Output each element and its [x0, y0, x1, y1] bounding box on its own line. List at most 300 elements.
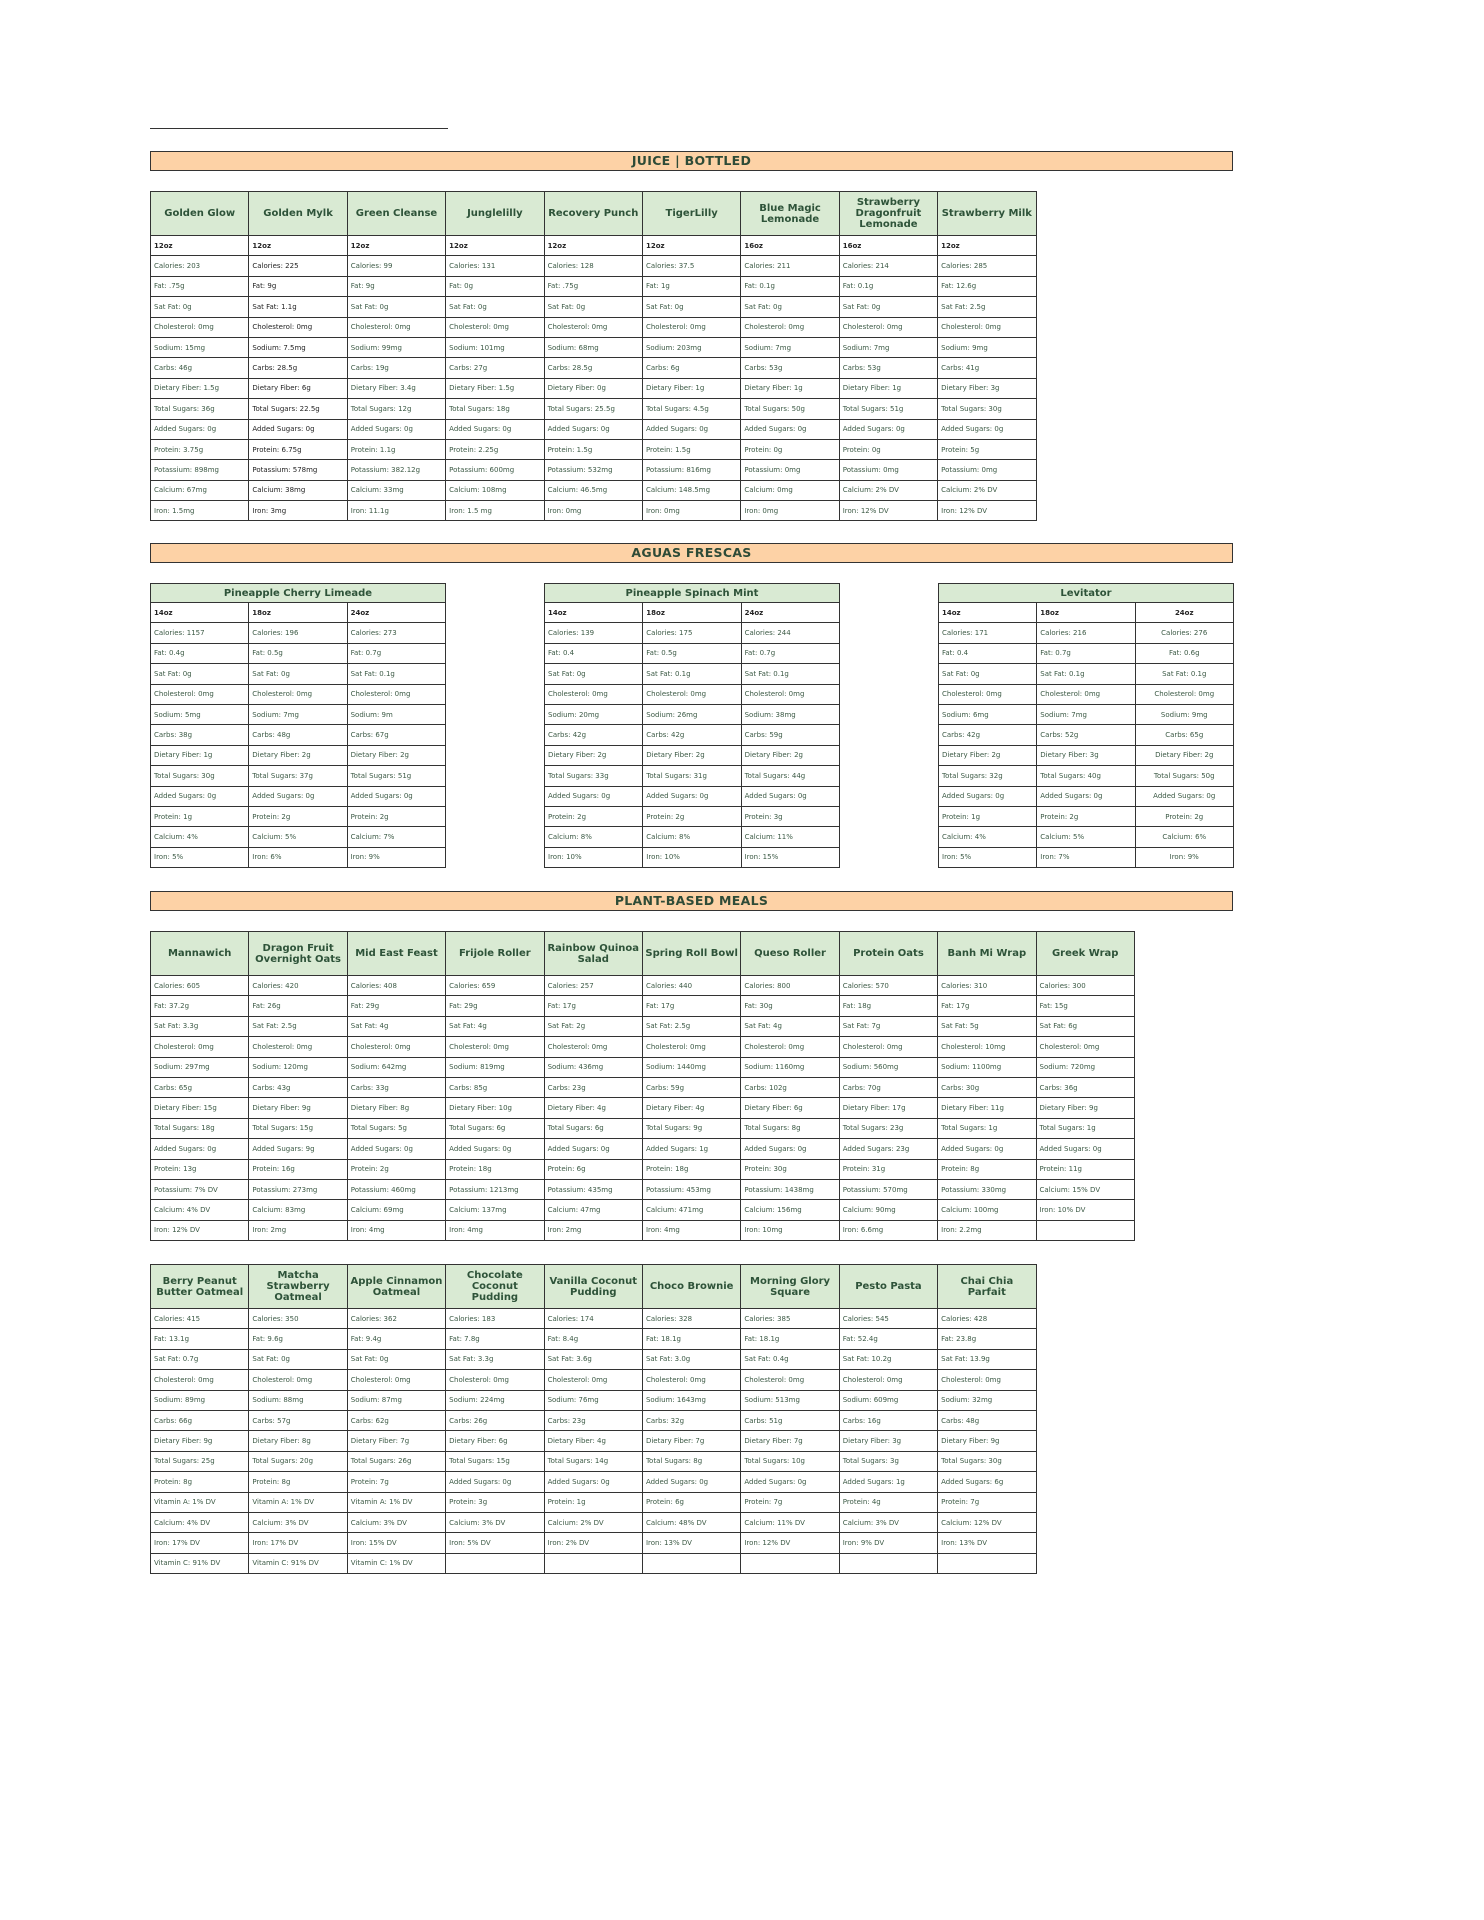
table-cell: Iron: 9%: [1135, 847, 1233, 867]
table-cell: Iron: 11.1g: [347, 501, 445, 521]
table-cell: Iron: 6.6mg: [839, 1220, 937, 1240]
column-header: Junglelilly: [446, 192, 544, 236]
table-cell: Calcium: 2% DV: [938, 480, 1036, 500]
table-cell: Added Sugars: 0g: [741, 786, 839, 806]
table-cell: Cholesterol: 0mg: [249, 684, 347, 704]
table-cell: Fat: 18g: [839, 996, 937, 1016]
table-cell: Carbs: 59g: [642, 1077, 740, 1097]
table-cell: Iron: 13% DV: [938, 1533, 1036, 1553]
table-cell: Iron: 2.2mg: [938, 1220, 1036, 1240]
table-cell: Protein: 30g: [741, 1159, 839, 1179]
table-cell: Added Sugars: 0g: [642, 419, 740, 439]
table-row: [151, 1431, 1037, 1451]
column-header: TigerLilly: [642, 192, 740, 236]
table-cell: Iron: 6%: [249, 847, 347, 867]
table-cell: Total Sugars: 15g: [249, 1118, 347, 1138]
header-row: [151, 584, 446, 603]
table-cell: Total Sugars: 1g: [1036, 1118, 1134, 1138]
table-cell: Calories: 276: [1135, 623, 1233, 643]
table-cell: Dietary Fiber: 4g: [544, 1431, 642, 1451]
table-cell: Calcium: 4% DV: [151, 1512, 249, 1532]
table-row: [151, 399, 1037, 419]
section-aguas-frescas: AGUAS FRESCAS: [150, 543, 1233, 563]
table-cell: Sodium: 1100mg: [938, 1057, 1036, 1077]
table-cell: Protein: 4g: [839, 1492, 937, 1512]
table-cell: Carbs: 46g: [151, 358, 249, 378]
table-cell: Dietary Fiber: 2g: [1135, 745, 1233, 765]
table-row: [545, 623, 840, 643]
table-cell: 24oz: [1135, 603, 1233, 623]
meals-table-1: [150, 931, 1135, 1241]
table-cell: Cholesterol: 0mg: [249, 1037, 347, 1057]
table-cell: Iron: 15% DV: [347, 1533, 445, 1553]
table-cell: Dietary Fiber: 11g: [938, 1098, 1036, 1118]
table-row: [545, 664, 840, 684]
table-cell: Iron: 10mg: [741, 1220, 839, 1240]
table-cell: Calories: 37.5: [642, 256, 740, 276]
table-cell: Protein: 3g: [446, 1492, 544, 1512]
table-cell: Cholesterol: 0mg: [446, 1037, 544, 1057]
table-row: [151, 276, 1037, 296]
table-cell: Protein: 0g: [741, 439, 839, 459]
table-cell: 12oz: [249, 236, 347, 256]
table-cell: Cholesterol: 0mg: [347, 684, 445, 704]
table-cell: Iron: 13% DV: [642, 1533, 740, 1553]
table-cell: Carbs: 66g: [151, 1410, 249, 1430]
table-cell: Carbs: 28.5g: [249, 358, 347, 378]
table-cell: Calcium: 8%: [643, 827, 741, 847]
table-cell: Carbs: 53g: [839, 358, 937, 378]
table-cell: Calcium: 38mg: [249, 480, 347, 500]
table-row: [151, 664, 446, 684]
table-cell: Sat Fat: 2.5g: [642, 1016, 740, 1036]
table-cell: Calories: 285: [938, 256, 1036, 276]
table-cell: Added Sugars: 9g: [249, 1139, 347, 1159]
table-cell: Carbs: 102g: [741, 1077, 839, 1097]
table-cell: Dietary Fiber: 9g: [249, 1098, 347, 1118]
table-cell: Sodium: 7mg: [839, 337, 937, 357]
table-cell: Sat Fat: 0g: [249, 664, 347, 684]
table-cell: Potassium: 1438mg: [741, 1179, 839, 1199]
table-cell: Total Sugars: 8g: [741, 1118, 839, 1138]
column-header: Greek Wrap: [1036, 932, 1134, 976]
table-cell: Protein: 2g: [347, 806, 445, 826]
table-row: [545, 766, 840, 786]
table-cell: Sat Fat: 2.5g: [249, 1016, 347, 1036]
table-cell: Carbs: 48g: [249, 725, 347, 745]
table-cell: Sodium: 203mg: [642, 337, 740, 357]
table-cell: Carbs: 28.5g: [544, 358, 642, 378]
table-cell: Sodium: 1643mg: [642, 1390, 740, 1410]
table-row: [545, 643, 840, 663]
table-cell: Dietary Fiber: 7g: [642, 1431, 740, 1451]
table-cell: Calcium: 3% DV: [347, 1512, 445, 1532]
table-cell: Sat Fat: 4g: [446, 1016, 544, 1036]
table-cell: Total Sugars: 6g: [544, 1118, 642, 1138]
table-cell: Calcium: 148.5mg: [642, 480, 740, 500]
table-row: [151, 1349, 1037, 1369]
table-cell: Sodium: 99mg: [347, 337, 445, 357]
table-cell: Cholesterol: 0mg: [643, 684, 741, 704]
table-cell: Total Sugars: 26g: [347, 1451, 445, 1471]
table-cell: Dietary Fiber: 9g: [1036, 1098, 1134, 1118]
table-row: [151, 745, 446, 765]
table-cell: Fat: 0.1g: [741, 276, 839, 296]
table-cell: Fat: 9.4g: [347, 1329, 445, 1349]
table-cell: Potassium: 7% DV: [151, 1179, 249, 1199]
header-row: [939, 584, 1234, 603]
table-cell: Calories: 128: [544, 256, 642, 276]
table-cell: Sodium: 7mg: [1037, 704, 1135, 724]
table-cell: Calories: 174: [544, 1309, 642, 1329]
table-cell: Sat Fat: 0g: [545, 664, 643, 684]
table-cell: 24oz: [741, 603, 839, 623]
table-cell: Cholesterol: 0mg: [545, 684, 643, 704]
table-cell: Protein: 8g: [938, 1159, 1036, 1179]
table-cell: Protein: 6g: [544, 1159, 642, 1179]
table-cell: Potassium: 0mg: [938, 460, 1036, 480]
table-cell: Total Sugars: 1g: [938, 1118, 1036, 1138]
table-cell: Fat: 0.7g: [347, 643, 445, 663]
table-cell: Calcium: 67mg: [151, 480, 249, 500]
aguas-table-pineapple-spinach-mint: [544, 583, 840, 868]
table-cell: Calories: 273: [347, 623, 445, 643]
table-row: [151, 1077, 1135, 1097]
table-cell: Iron: 10%: [545, 847, 643, 867]
table-cell: Cholesterol: 0mg: [642, 1037, 740, 1057]
table-cell: Sat Fat: 0.1g: [741, 664, 839, 684]
header-row: [151, 932, 1135, 976]
table-cell: Added Sugars: 0g: [938, 1139, 1036, 1159]
table-cell: Sat Fat: 3.6g: [544, 1349, 642, 1369]
table-cell: Calories: 385: [741, 1309, 839, 1329]
table-cell: Calories: 211: [741, 256, 839, 276]
table-cell: Carbs: 23g: [544, 1410, 642, 1430]
table-cell: 18oz: [643, 603, 741, 623]
table-cell: Fat: 0.7g: [741, 643, 839, 663]
table-cell: Protein: 8g: [249, 1472, 347, 1492]
table-row: [151, 1553, 1037, 1573]
table-cell: Total Sugars: 18g: [151, 1118, 249, 1138]
table-cell: Vitamin C: 91% DV: [151, 1553, 249, 1573]
table-cell: Added Sugars: 0g: [839, 419, 937, 439]
table-cell: Iron: 15%: [741, 847, 839, 867]
table-cell: Calories: 440: [642, 976, 740, 996]
table-cell: Calcium: 6%: [1135, 827, 1233, 847]
table-cell: 12oz: [544, 236, 642, 256]
table-cell: Carbs: 48g: [938, 1410, 1036, 1430]
table-cell: Calories: 171: [939, 623, 1037, 643]
table-cell: Sodium: 9mg: [938, 337, 1036, 357]
table-row: [151, 460, 1037, 480]
table-cell: Calories: 244: [741, 623, 839, 643]
table-cell: Dietary Fiber: 7g: [347, 1431, 445, 1451]
table-cell: Potassium: 382.12g: [347, 460, 445, 480]
table-cell: Cholesterol: 0mg: [1135, 684, 1233, 704]
table-cell: Calories: 216: [1037, 623, 1135, 643]
table-cell: Calcium: 11% DV: [741, 1512, 839, 1532]
column-header: Berry Peanut Butter Oatmeal: [151, 1265, 249, 1309]
table-cell: Potassium: 435mg: [544, 1179, 642, 1199]
table-cell: Sodium: 120mg: [249, 1057, 347, 1077]
table-cell: Sodium: 68mg: [544, 337, 642, 357]
table-row: [151, 1472, 1037, 1492]
table-row: [151, 1098, 1135, 1118]
table-cell: Fat: 30g: [741, 996, 839, 1016]
table-row: [939, 786, 1234, 806]
table-cell: Sat Fat: 0g: [741, 297, 839, 317]
table-cell: Protein: 2g: [347, 1159, 445, 1179]
table-cell: Potassium: 460mg: [347, 1179, 445, 1199]
table-cell: Sat Fat: 0g: [151, 297, 249, 317]
table-cell: Protein: 11g: [1036, 1159, 1134, 1179]
table-cell: Sat Fat: 0.1g: [1135, 664, 1233, 684]
table-cell: Cholesterol: 0mg: [151, 317, 249, 337]
table-cell: 24oz: [347, 603, 445, 623]
table-row: [151, 236, 1037, 256]
table-cell: Calcium: 137mg: [446, 1200, 544, 1220]
table-cell: Calcium: 156mg: [741, 1200, 839, 1220]
column-header: Pesto Pasta: [839, 1265, 937, 1309]
table-cell: Total Sugars: 50g: [1135, 766, 1233, 786]
table-cell: Calcium: 5%: [249, 827, 347, 847]
table-cell: Iron: 9% DV: [839, 1533, 937, 1553]
table-cell: Fat: 0.4: [545, 643, 643, 663]
table-cell: Sodium: 297mg: [151, 1057, 249, 1077]
table-cell: Total Sugars: 9g: [642, 1118, 740, 1138]
table-row: [151, 1037, 1135, 1057]
table-cell: Sodium: 720mg: [1036, 1057, 1134, 1077]
table-cell: Vitamin A: 1% DV: [249, 1492, 347, 1512]
table-cell: [544, 1553, 642, 1573]
table-cell: Vitamin C: 91% DV: [249, 1553, 347, 1573]
table-cell: Fat: 0.1g: [839, 276, 937, 296]
table-cell: Cholesterol: 0mg: [151, 684, 249, 704]
table-cell: Protein: 6.75g: [249, 439, 347, 459]
table-cell: Total Sugars: 3g: [839, 1451, 937, 1471]
table-cell: Cholesterol: 0mg: [347, 1370, 445, 1390]
table-cell: Carbs: 36g: [1036, 1077, 1134, 1097]
table-cell: Calcium: 47mg: [544, 1200, 642, 1220]
table-row: [151, 1179, 1135, 1199]
column-header: Matcha Strawberry Oatmeal: [249, 1265, 347, 1309]
column-header: Spring Roll Bowl: [642, 932, 740, 976]
table-row: [151, 1139, 1135, 1159]
table-cell: Protein: 7g: [347, 1472, 445, 1492]
table-cell: Cholesterol: 0mg: [151, 1370, 249, 1390]
table-cell: Fat: 0.5g: [643, 643, 741, 663]
table-row: [151, 725, 446, 745]
table-cell: Iron: 12% DV: [741, 1533, 839, 1553]
table-cell: Potassium: 570mg: [839, 1179, 937, 1199]
table-cell: Dietary Fiber: 0g: [544, 378, 642, 398]
table-cell: Added Sugars: 0g: [347, 786, 445, 806]
table-cell: Carbs: 42g: [939, 725, 1037, 745]
table-cell: Calories: 659: [446, 976, 544, 996]
table-cell: Sat Fat: 0g: [347, 1349, 445, 1369]
table-cell: Sat Fat: 3.0g: [642, 1349, 740, 1369]
table-cell: Carbs: 59g: [741, 725, 839, 745]
table-cell: Sodium: 101mg: [446, 337, 544, 357]
table-cell: Protein: 8g: [151, 1472, 249, 1492]
table-cell: Calories: 408: [347, 976, 445, 996]
table-cell: Sodium: 87mg: [347, 1390, 445, 1410]
column-header: Blue Magic Lemonade: [741, 192, 839, 236]
drink-title: Pineapple Spinach Mint: [545, 584, 840, 603]
table-cell: 16oz: [741, 236, 839, 256]
table-cell: Calories: 310: [938, 976, 1036, 996]
table-cell: Carbs: 27g: [446, 358, 544, 378]
table-cell: Calcium: 46.5mg: [544, 480, 642, 500]
table-cell: Sodium: 7mg: [249, 704, 347, 724]
table-cell: Calcium: 471mg: [642, 1200, 740, 1220]
table-row: [151, 1410, 1037, 1430]
table-cell: [1036, 1220, 1134, 1240]
table-cell: Calories: 139: [545, 623, 643, 643]
table-cell: Iron: 2% DV: [544, 1533, 642, 1553]
table-cell: Total Sugars: 51g: [839, 399, 937, 419]
table-row: [545, 684, 840, 704]
table-cell: Total Sugars: 33g: [545, 766, 643, 786]
table-cell: Dietary Fiber: 1.5g: [446, 378, 544, 398]
table-cell: Total Sugars: 30g: [938, 399, 1036, 419]
table-row: [151, 847, 446, 867]
table-cell: Carbs: 51g: [741, 1410, 839, 1430]
table-cell: Dietary Fiber: 15g: [151, 1098, 249, 1118]
table-cell: Fat: 9.6g: [249, 1329, 347, 1349]
table-cell: Total Sugars: 20g: [249, 1451, 347, 1471]
table-cell: Cholesterol: 0mg: [544, 1037, 642, 1057]
table-cell: Dietary Fiber: 1g: [741, 378, 839, 398]
table-cell: Cholesterol: 0mg: [839, 1370, 937, 1390]
table-cell: Calcium: 7%: [347, 827, 445, 847]
table-cell: Calcium: 69mg: [347, 1200, 445, 1220]
table-cell: Fat: 23.8g: [938, 1329, 1036, 1349]
table-cell: Sat Fat: 10.2g: [839, 1349, 937, 1369]
table-cell: Total Sugars: 30g: [938, 1451, 1036, 1471]
table-cell: Cholesterol: 0mg: [249, 1370, 347, 1390]
table-cell: Protein: 1g: [151, 806, 249, 826]
column-header: Chocolate Coconut Pudding: [446, 1265, 544, 1309]
table-cell: Carbs: 70g: [839, 1077, 937, 1097]
table-cell: 12oz: [642, 236, 740, 256]
table-cell: Dietary Fiber: 4g: [544, 1098, 642, 1118]
table-cell: Calories: 420: [249, 976, 347, 996]
table-cell: Protein: 2g: [643, 806, 741, 826]
table-cell: Cholesterol: 0mg: [1036, 1037, 1134, 1057]
table-cell: Added Sugars: 0g: [1036, 1139, 1134, 1159]
table-row: [939, 623, 1234, 643]
table-cell: Cholesterol: 0mg: [642, 317, 740, 337]
table-cell: Carbs: 43g: [249, 1077, 347, 1097]
table-cell: Fat: 29g: [446, 996, 544, 1016]
table-cell: Calories: 1157: [151, 623, 249, 643]
table-cell: [938, 1553, 1036, 1573]
table-cell: Dietary Fiber: 6g: [446, 1431, 544, 1451]
table-cell: Cholesterol: 0mg: [741, 1370, 839, 1390]
table-cell: Total Sugars: 51g: [347, 766, 445, 786]
table-cell: Sodium: 642mg: [347, 1057, 445, 1077]
table-row: [939, 684, 1234, 704]
table-cell: Dietary Fiber: 3g: [938, 378, 1036, 398]
table-cell: 12oz: [347, 236, 445, 256]
table-cell: Carbs: 33g: [347, 1077, 445, 1097]
table-cell: Dietary Fiber: 6g: [741, 1098, 839, 1118]
table-cell: Fat: 0.4: [939, 643, 1037, 663]
table-cell: Fat: 0.4g: [151, 643, 249, 663]
table-cell: Cholesterol: 0mg: [446, 1370, 544, 1390]
column-header: Choco Brownie: [642, 1265, 740, 1309]
table-row: [939, 827, 1234, 847]
table-cell: Sodium: 26mg: [643, 704, 741, 724]
table-cell: Protein: 13g: [151, 1159, 249, 1179]
table-row: [151, 806, 446, 826]
table-cell: Calcium: 4%: [939, 827, 1037, 847]
table-cell: Calcium: 33mg: [347, 480, 445, 500]
table-cell: Potassium: 1213mg: [446, 1179, 544, 1199]
table-cell: Potassium: 273mg: [249, 1179, 347, 1199]
table-cell: Dietary Fiber: 7g: [741, 1431, 839, 1451]
table-cell: Iron: 4mg: [347, 1220, 445, 1240]
table-cell: Total Sugars: 14g: [544, 1451, 642, 1471]
drink-title: Pineapple Cherry Limeade: [151, 584, 446, 603]
table-cell: Iron: 2mg: [544, 1220, 642, 1240]
table-cell: Dietary Fiber: 2g: [249, 745, 347, 765]
table-cell: Cholesterol: 0mg: [642, 1370, 740, 1390]
table-cell: Carbs: 32g: [642, 1410, 740, 1430]
table-cell: Carbs: 62g: [347, 1410, 445, 1430]
column-header: Rainbow Quinoa Salad: [544, 932, 642, 976]
table-cell: Carbs: 19g: [347, 358, 445, 378]
table-cell: Dietary Fiber: 1.5g: [151, 378, 249, 398]
table-cell: Total Sugars: 18g: [446, 399, 544, 419]
table-cell: Added Sugars: 0g: [249, 419, 347, 439]
table-cell: Dietary Fiber: 1g: [839, 378, 937, 398]
table-row: [939, 745, 1234, 765]
table-cell: Added Sugars: 0g: [1037, 786, 1135, 806]
table-cell: Sat Fat: 5g: [938, 1016, 1036, 1036]
table-cell: Iron: 4mg: [446, 1220, 544, 1240]
table-cell: Total Sugars: 10g: [741, 1451, 839, 1471]
table-cell: Fat: 15g: [1036, 996, 1134, 1016]
table-cell: Total Sugars: 40g: [1037, 766, 1135, 786]
table-cell: Protein: 1.5g: [544, 439, 642, 459]
table-cell: Iron: 5%: [151, 847, 249, 867]
table-cell: Dietary Fiber: 17g: [839, 1098, 937, 1118]
table-cell: Protein: 2g: [249, 806, 347, 826]
table-row: [545, 603, 840, 623]
table-cell: [741, 1553, 839, 1573]
table-cell: Calories: 605: [151, 976, 249, 996]
table-cell: Protein: 1.5g: [642, 439, 740, 459]
table-cell: Vitamin A: 1% DV: [347, 1492, 445, 1512]
table-cell: Sodium: 6mg: [939, 704, 1037, 724]
column-header: Vanilla Coconut Pudding: [544, 1265, 642, 1309]
table-cell: Sodium: 436mg: [544, 1057, 642, 1077]
table-cell: Dietary Fiber: 1g: [151, 745, 249, 765]
table-cell: [839, 1553, 937, 1573]
table-cell: Added Sugars: 0g: [249, 786, 347, 806]
table-cell: Carbs: 16g: [839, 1410, 937, 1430]
table-cell: Iron: 3mg: [249, 501, 347, 521]
table-cell: Fat: 8.4g: [544, 1329, 642, 1349]
table-cell: Sat Fat: 3.3g: [446, 1349, 544, 1369]
table-cell: Protein: 18g: [446, 1159, 544, 1179]
table-cell: Calories: 175: [643, 623, 741, 643]
table-cell: Calcium: 4% DV: [151, 1200, 249, 1220]
table-cell: Protein: 2g: [1135, 806, 1233, 826]
table-cell: Total Sugars: 25g: [151, 1451, 249, 1471]
